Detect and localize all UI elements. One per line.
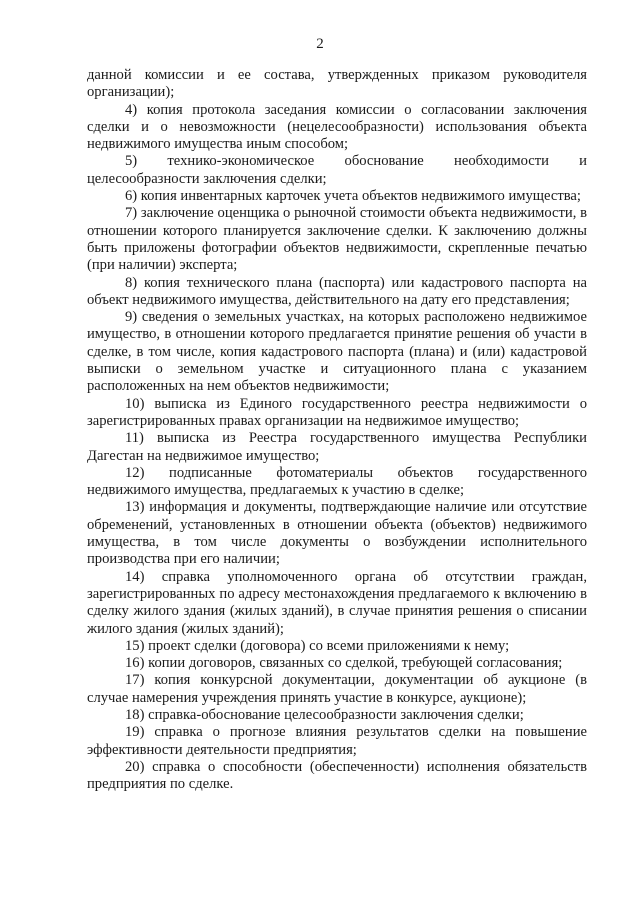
page-number: 2 [316, 36, 324, 52]
list-item-18: 18) справка-обоснование целесообразности заключения сделки; [125, 706, 524, 723]
list-item-10: 10) выписка из Единого государственного реестра недвижимости о зарегистрированных правах организации на недвижимое имущество; [87, 395, 587, 429]
list-item-11: 11) выписка из Реестра государственного имущества Республики Дагестан на недвижимое имущество; [87, 430, 587, 464]
list-item-6: 6) копия инвентарных карточек учета объектов недвижимого имущества; [125, 188, 581, 205]
paragraph-continuation: данной комиссии и ее состава, утвержденных приказом руководителя организации); [87, 67, 587, 101]
list-item-15: 15) проект сделки (договора) со всеми приложениями к нему; [125, 637, 510, 654]
list-item-12: 12) подписанные фотоматериалы объектов государственного недвижимого имущества, предлагаемых к участию в сделке; [87, 464, 587, 499]
list-item-14: 14) справка уполномоченного органа об отсутствии граждан, зарегистрированных по адресу местонахождения предлагаемого к включению в сделку жилого здания (жилых зданий), в случае принятия решения о списании жилого здания (жилых зданий); [87, 568, 587, 637]
list-item-16: 16) копии договоров, связанных со сделкой, требующей согласования; [125, 655, 563, 672]
list-item-7: 7) заключение оценщика о рыночной стоимости объекта недвижимости, в отношении которого планируется заключение сделки. К заключению должны быть приложены фотографии объектов недвижимости, скрепленные печатью (при наличии) эксперта; [87, 205, 587, 274]
list-item-9: 9) сведения о земельных участках, на которых расположено недвижимое имущество, в отношении которого предлагается принятие решения об участи в сделке, в том числе, копия кадастрового паспорта (плана) и (или) кадастровой выписки о земельном участке и ситуационного плана с указанием расположенных на нем объектов недвижимости; [87, 309, 587, 395]
list-item-8: 8) копия технического плана (паспорта) или кадастрового паспорта на объект недвижимого имущества, действительного на дату его представления; [87, 274, 587, 308]
list-item-5: 5) технико-экономическое обоснование необходимости и целесообразности заключения сделки; [87, 153, 587, 187]
document-body [87, 67, 587, 793]
list-item-19: 19) справка о прогнозе влияния результатов сделки на повышение эффективности деятельности предприятия; [87, 724, 587, 758]
list-item-4: 4) копия протокола заседания комиссии о согласовании заключения сделки и о невозможности (нецелесообразности) использования объекта недвижимого имущества иным способом; [87, 101, 587, 153]
list-item-13: 13) информация и документы, подтверждающие наличие или отсутствие обременений, установленных в отношении объекта (объектов) недвижимого имущества, в том числе документы о возбуждении исполнительного производства при его наличии; [87, 499, 587, 568]
list-item-20: 20) справка о способности (обеспеченности) исполнения обязательств предприятия по сделке. [87, 758, 587, 793]
list-item-17: 17) копия конкурсной документации, документации об аукционе (в случае намерения учреждения принять участие в конкурсе, аукционе); [87, 672, 587, 706]
